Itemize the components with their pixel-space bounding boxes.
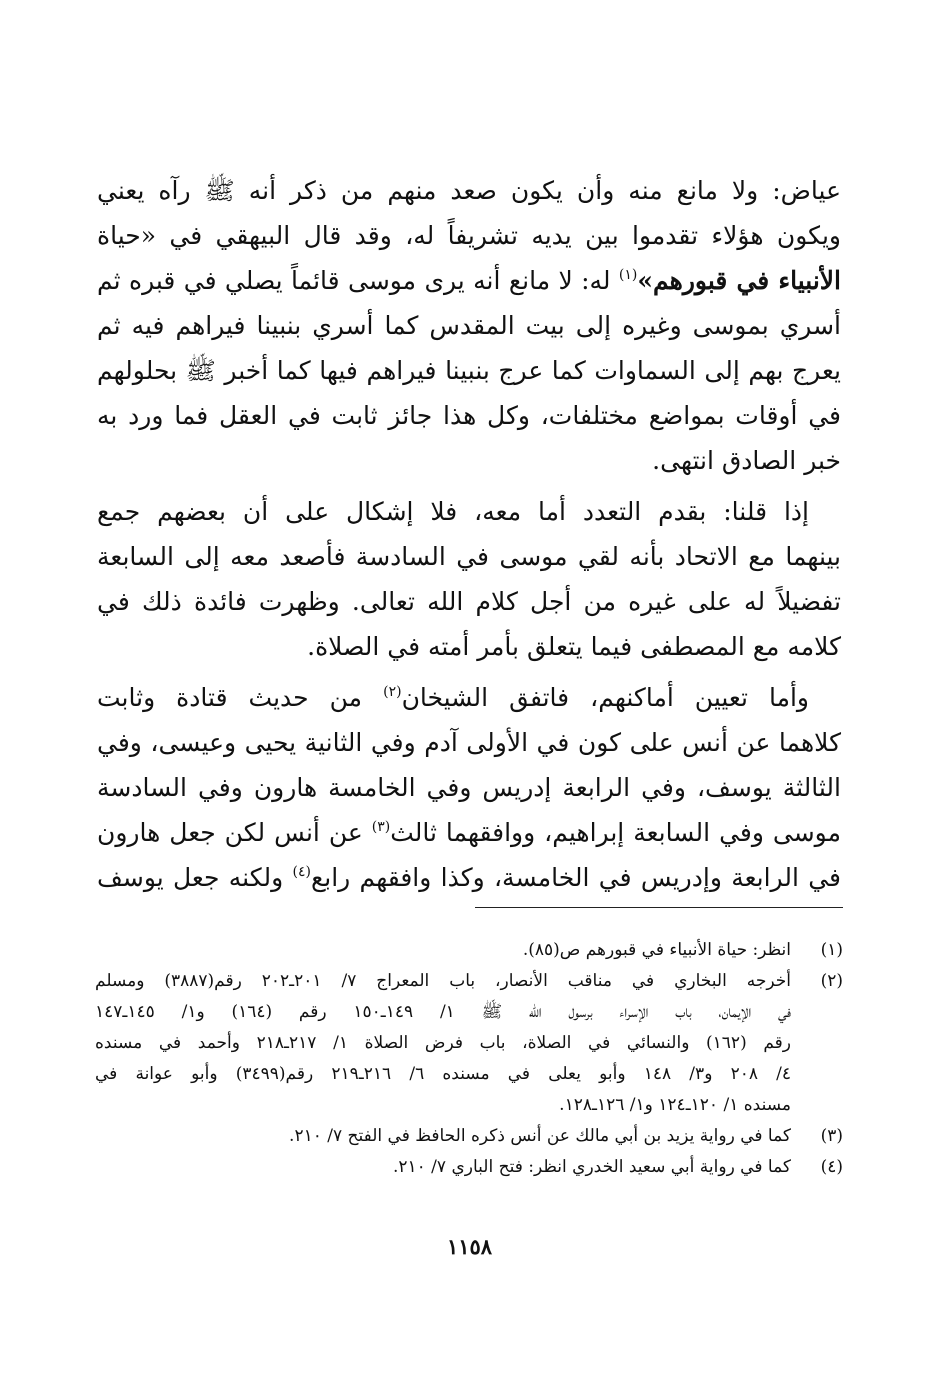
footnote-number: (٣) — [820, 1126, 843, 1146]
text-line: كلاهما عن أنس على كون في الأولى آدم وفي الثانية يحيى وعيسى، وفي — [97, 728, 841, 757]
text-segment: وأما تعيين أماكنهم، فاتفق الشيخان — [401, 683, 809, 712]
footnote-4 — [95, 1152, 843, 1183]
footnote-text — [95, 966, 791, 1121]
text-line: تفضيلاً له على غيره من أجل كلام الله تعالى. وظهرت فائدة ذلك في — [97, 587, 841, 616]
text-segment: ولكنه جعل يوسف — [97, 863, 293, 892]
footnote-ref-4[interactable]: (٤) — [292, 864, 311, 880]
text-line: إذا قلنا: بقدم التعدد أما معه، فلا إشكال على أن بعضهم جمع — [97, 497, 809, 526]
paragraph-3 — [97, 675, 841, 900]
text-line: كلامه مع المصطفى فيما يتعلق بأمر أمته في الصلاة. — [307, 632, 841, 661]
footnote-text — [95, 1121, 791, 1152]
text-line — [97, 810, 841, 855]
footnote-separator — [475, 907, 843, 908]
text-segment: من حديث قتادة وثابت — [97, 683, 384, 712]
footnote-line: كما في رواية أبي سعيد الخدري انظر: فتح الباري ٧/ ٢١٠. — [392, 1157, 791, 1177]
text-line: عياض: ولا مانع منه وأن يكون صعد منهم من ذكر أنه ﷺ رآه يعني — [97, 176, 841, 205]
paragraph-1 — [97, 168, 841, 483]
footnote-line: ٤/ ٢٠٨ و٣/ ١٤٨ وأبو يعلى في مسنده ٦/ ٢١٦ـ٢١٩ رقم(٣٤٩٩) وأبو عوانة في — [95, 1064, 792, 1084]
footnote-line: انظر: حياة الأنبياء في قبورهم ص(٨٥). — [522, 940, 791, 960]
footnote-line: في الإيمان، باب الإسراء برسول الله ﷺ ١/ ١٤٩ـ١٥٠ رقم (١٦٤) و١/ ١٤٥ـ١٤٧ — [95, 1002, 791, 1022]
text-line: بينهما مع الاتحاد بأنه لقي موسى في السادسة فأصعد معه إلى السابعة — [97, 542, 841, 571]
text-segment: عن أنس لكن جعل هارون — [97, 818, 372, 847]
text-line — [97, 855, 841, 900]
footnote-line: مسنده ١/ ١٢٠ـ١٢٤ و١/ ١٢٦ـ١٢٨. — [559, 1095, 791, 1115]
text-line: الثالثة يوسف، وفي الرابعة إدريس وفي الخامسة هارون وفي السادسة — [97, 773, 841, 802]
page-number: ١١٥٨ — [446, 1234, 493, 1259]
footnote-3 — [95, 1121, 843, 1152]
footnote-ref-3[interactable]: (٣) — [371, 819, 391, 835]
footnote-2 — [95, 966, 843, 1121]
text-segment: موسى وفي السابعة إبراهيم، ووافقهما ثالث — [390, 818, 841, 847]
text-line — [97, 258, 841, 303]
main-text — [97, 168, 841, 900]
text-line: خبر الصادق انتهى. — [652, 446, 841, 475]
footnote-number: (١) — [820, 940, 843, 960]
footnote-1 — [95, 935, 843, 966]
footnote-number: (٤) — [820, 1157, 843, 1177]
text-segment: له: لا مانع أنه يرى موسى قائماً يصلي في قبره ثم — [97, 266, 619, 295]
text-line — [97, 675, 841, 720]
footnote-text — [95, 935, 791, 966]
footnote-text — [95, 1152, 791, 1183]
footnote-line: رقم (١٦٢) والنسائي في الصلاة، باب فرض الصلاة ١/ ٢١٧ـ٢١٨ وأحمد في مسنده — [95, 1033, 791, 1053]
footnote-line: كما في رواية يزيد بن أبي مالك عن أنس ذكره الحافظ في الفتح ٧/ ٢١٠. — [289, 1126, 791, 1146]
footnote-line: أخرجه البخاري في مناقب الأنصار، باب المعراج ٧/ ٢٠١ـ٢٠٢ رقم(٣٨٨٧) ومسلم — [95, 971, 791, 991]
text-line: في أوقات بمواضع مختلفات، وكل هذا جائز ثابت في العقل فما ورد به — [97, 401, 841, 430]
footnote-number: (٢) — [820, 971, 843, 991]
text-line: يعرج بهم إلى السماوات كما عرج بنبينا فيراهم فيها كما أخبر ﷺ بحلولهم — [97, 356, 841, 385]
footnote-ref-2[interactable]: (٢) — [383, 684, 402, 700]
text-line: ويكون هؤلاء تقدموا بين يديه تشريفاً له، وقد قال البيهقي في «حياة — [97, 221, 841, 250]
text-segment: في الرابعة وإدريس في الخامسة، وكذا وافقهم رابع — [310, 863, 841, 892]
paragraph-2 — [97, 489, 841, 669]
book-title-bold: الأنبياء في قبورهم» — [637, 266, 841, 295]
footnote-ref-1[interactable]: (١) — [618, 267, 638, 283]
text-line: أسري بموسى وغيره إلى بيت المقدس كما أسري بنبينا فيراهم فيه ثم — [97, 311, 841, 340]
footnotes — [95, 935, 843, 1183]
